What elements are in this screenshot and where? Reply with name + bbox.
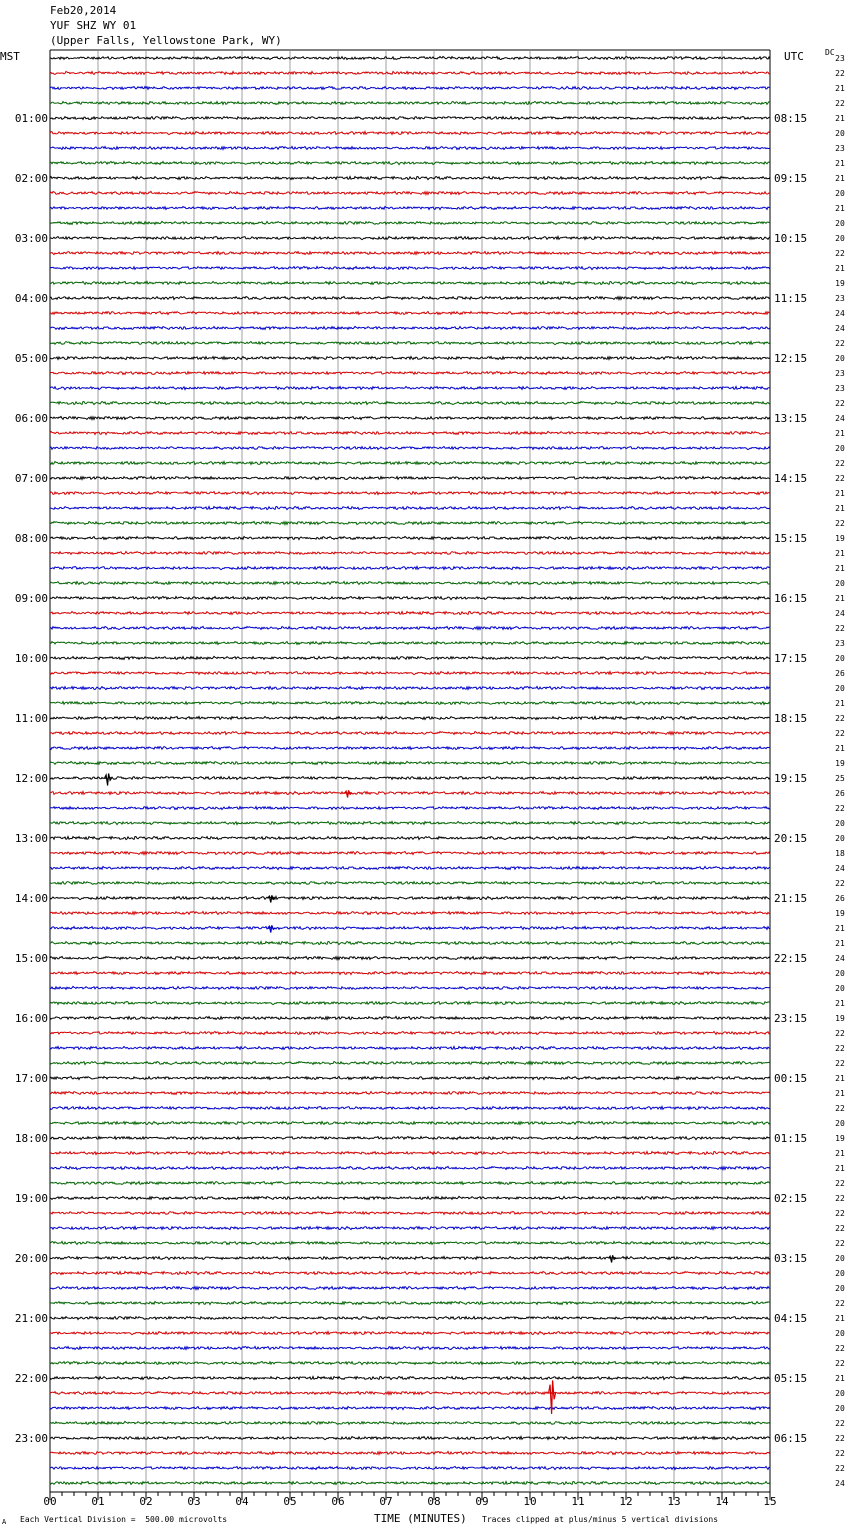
seismic-trace [50,777,770,780]
left-hour-label: 20:00 [14,1252,48,1265]
seismic-trace [50,986,770,989]
dc-offset-label: 20 [835,444,845,453]
dc-offset-label: 21 [835,84,845,93]
right-hour-label: 16:15 [774,592,808,605]
seismic-trace [50,356,770,359]
dc-offset-label: 20 [835,1404,845,1413]
x-tick-label: 03 [187,1495,201,1508]
dc-offset-label: 22 [835,474,845,483]
dc-offset-label: 26 [835,789,845,798]
right-hour-label: 15:15 [774,532,808,545]
dc-offset-label: 23 [835,294,845,303]
seismic-trace [50,1437,770,1440]
seismic-trace [50,1482,770,1485]
dc-offset-label: 22 [835,1059,845,1068]
seismic-trace [50,1002,770,1005]
seismic-trace [50,177,770,180]
left-hour-label: 03:00 [14,232,48,245]
dc-offset-label: 19 [835,909,845,918]
dc-offset-label: 20 [835,1269,845,1278]
x-tick-label: 11 [571,1495,585,1508]
right-hour-label: 10:15 [774,232,808,245]
seismic-trace [50,1077,770,1080]
dc-offset-label: 19 [835,759,845,768]
dc-offset-label: 21 [835,504,845,513]
chart-date: Feb20,2014 [50,4,117,17]
seismic-trace [50,71,770,74]
dc-offset-label: 22 [835,249,845,258]
seismic-trace [50,791,770,794]
dc-offset-label: 21 [835,1074,845,1083]
dc-offset-label: 22 [835,1419,845,1428]
dc-offset-label: 21 [835,744,845,753]
right-hour-label: 11:15 [774,292,808,305]
right-hour-label: 02:15 [774,1192,808,1205]
left-hour-label: 04:00 [14,292,48,305]
x-axis-title: TIME (MINUTES) [374,1512,467,1525]
x-tick-label: 07 [379,1495,393,1508]
seismic-trace [50,312,770,315]
seismic-trace [50,897,770,900]
seismic-trace [50,702,770,705]
right-hour-label: 08:15 [774,112,808,125]
dc-offset-label: 20 [835,219,845,228]
left-hour-label: 07:00 [14,472,48,485]
dc-offset-label: 24 [835,864,845,873]
dc-offset-label: 20 [835,1329,845,1338]
seismic-trace [50,221,770,224]
x-tick-label: 15 [763,1495,777,1508]
seismic-trace [50,717,770,720]
dc-offset-label: 20 [835,1254,845,1263]
dc-offset-label: 19 [835,1134,845,1143]
station-code: YUF SHZ WY 01 [50,19,137,32]
right-hour-label: 06:15 [774,1432,808,1445]
dc-offset-label: 21 [835,429,845,438]
dc-offset-label: 22 [835,804,845,813]
seismic-trace [50,1257,770,1260]
dc-offset-label: 20 [835,984,845,993]
seismic-trace [50,1301,770,1304]
right-hour-label: 17:15 [774,652,808,665]
left-hour-label: 12:00 [14,772,48,785]
seismic-trace [50,852,770,855]
dc-offset-label: 19 [835,1014,845,1023]
dc-offset-label: 22 [835,1464,845,1473]
dc-offset-label: 22 [835,729,845,738]
dc-offset-label: 21 [835,564,845,573]
seismic-trace [50,1121,770,1124]
dc-offset-label: 21 [835,939,845,948]
seismic-trace [50,372,770,375]
dc-offset-label: 20 [835,1119,845,1128]
seismic-trace [50,1212,770,1215]
dc-offset-label: 21 [835,999,845,1008]
dc-offset-label: 22 [835,459,845,468]
right-hour-label: 03:15 [774,1252,808,1265]
dc-offset-label: 23 [835,369,845,378]
left-hour-label: 23:00 [14,1432,48,1445]
dc-offset-label: 26 [835,669,845,678]
seismic-trace [50,267,770,270]
x-tick-label: 12 [619,1495,633,1508]
left-hour-label: 10:00 [14,652,48,665]
seismic-trace [50,597,770,600]
left-hour-label: 06:00 [14,412,48,425]
x-tick-label: 02 [139,1495,153,1508]
dc-offset-label: 20 [835,654,845,663]
x-tick-label: 13 [667,1495,681,1508]
x-tick-label: 08 [427,1495,441,1508]
dc-offset-label: 24 [835,309,845,318]
seismic-trace [50,1332,770,1335]
left-hour-label: 01:00 [14,112,48,125]
seismic-trace [50,476,770,479]
seismic-trace [50,1166,770,1169]
seismic-trace [50,1227,770,1230]
dc-offset-label: 20 [835,189,845,198]
left-hour-label: 08:00 [14,532,48,545]
left-hour-label: 21:00 [14,1312,48,1325]
dc-offset-label: 22 [835,1194,845,1203]
seismic-trace [50,447,770,450]
seismic-trace [50,1032,770,1035]
dc-offset-label: 21 [835,204,845,213]
seismic-trace [50,761,770,764]
dc-offset-label: 24 [835,609,845,618]
station-location: (Upper Falls, Yellowstone Park, WY) [50,34,282,47]
seismic-trace [50,132,770,135]
dc-offset-label: 22 [835,624,845,633]
dc-offset-label: 26 [835,894,845,903]
seismic-trace [50,1421,770,1424]
seismic-trace [50,1407,770,1410]
dc-offset-label: 21 [835,489,845,498]
dc-offset-label: 22 [835,69,845,78]
right-hour-label: 21:15 [774,892,808,905]
seismic-trace [50,581,770,584]
dc-offset-label: 21 [835,114,845,123]
seismic-trace [50,672,770,675]
dc-offset-label: 24 [835,414,845,423]
dc-offset-label: 21 [835,1314,845,1323]
seismic-trace [50,911,770,914]
x-tick-label: 06 [331,1495,345,1508]
dc-offset-label: 22 [835,1359,845,1368]
seismic-trace [50,1271,770,1274]
seismic-event [105,774,112,786]
seismic-trace [50,1061,770,1064]
seismic-trace [50,536,770,539]
dc-offset-label: 22 [835,879,845,888]
left-hour-label: 22:00 [14,1372,48,1385]
dc-offset-label: 22 [835,1029,845,1038]
seismic-trace [50,822,770,825]
dc-offset-label: 22 [835,1224,845,1233]
dc-offset-label: 20 [835,684,845,693]
left-hour-label: 09:00 [14,592,48,605]
dc-offset-label: 20 [835,1284,845,1293]
dc-offset-label: 20 [835,969,845,978]
clip-note: Traces clipped at plus/minus 5 vertical divisions [482,1515,719,1524]
x-tick-label: 01 [91,1495,105,1508]
seismic-trace [50,807,770,810]
seismic-trace [50,492,770,495]
dc-offset-label: 22 [835,1104,845,1113]
seismic-trace [50,626,770,629]
seismic-trace [50,342,770,345]
dc-offset-label: 23 [835,384,845,393]
seismic-trace [50,1152,770,1155]
right-hour-label: 12:15 [774,352,808,365]
seismic-trace [50,1317,770,1320]
dc-offset-label: 22 [835,1449,845,1458]
seismic-event [268,895,275,902]
label-group [15,54,845,1508]
seismic-trace [50,237,770,240]
dc-offset-label: 21 [835,264,845,273]
seismic-trace [50,462,770,465]
left-hour-label: 11:00 [14,712,48,725]
dc-offset-label: 22 [835,399,845,408]
right-hour-label: 00:15 [774,1072,808,1085]
dc-offset-label: 21 [835,549,845,558]
seismic-trace [50,1091,770,1094]
seismic-trace [50,731,770,734]
dc-offset-label: 24 [835,324,845,333]
dc-offset-label: 23 [835,639,845,648]
scale-note: Each Vertical Division = 500.00 microvolts [20,1515,228,1524]
dc-offset-label: 22 [835,339,845,348]
seismic-trace [50,972,770,975]
seismic-trace [50,251,770,254]
right-timezone-label: UTC [784,50,804,63]
dc-offset-label: 24 [835,954,845,963]
left-hour-label: 18:00 [14,1132,48,1145]
dc-offset-label: 24 [835,1479,845,1488]
corner-mark: A [2,1518,7,1526]
dc-offset-label: 23 [835,144,845,153]
seismic-trace [50,191,770,194]
seismic-trace [50,866,770,869]
trace-group [50,57,770,1485]
seismic-event [345,790,352,797]
x-tick-label: 05 [283,1495,297,1508]
seismic-trace [50,1377,770,1380]
dc-offset-label: 22 [835,1344,845,1353]
right-hour-label: 05:15 [774,1372,808,1385]
dc-offset-label: 20 [835,234,845,243]
dc-offset-label: 25 [835,774,845,783]
dc-offset-label: 21 [835,1089,845,1098]
seismic-trace [50,747,770,750]
seismic-trace [50,282,770,285]
right-hour-label: 04:15 [774,1312,808,1325]
dc-offset-label: 21 [835,1374,845,1383]
seismic-trace [50,882,770,885]
seismic-trace [50,552,770,555]
seismic-trace [50,1362,770,1365]
seismic-trace [50,117,770,120]
dc-offset-label: 22 [835,519,845,528]
right-hour-label: 22:15 [774,952,808,965]
dc-offset-label: 20 [835,819,845,828]
seismic-trace [50,1241,770,1244]
right-hour-label: 14:15 [774,472,808,485]
seismic-trace [50,927,770,930]
x-tick-label: 00 [43,1495,57,1508]
seismic-trace [50,506,770,509]
left-hour-label: 02:00 [14,172,48,185]
seismic-trace [50,387,770,390]
dc-offset-label: 21 [835,1164,845,1173]
seismic-trace [50,1346,770,1349]
seismic-trace [50,417,770,420]
right-hour-label: 09:15 [774,172,808,185]
dc-offset-label: 22 [835,99,845,108]
dc-offset-label: 21 [835,1149,845,1158]
seismic-trace [50,57,770,60]
seismic-trace [50,656,770,659]
left-hour-label: 14:00 [14,892,48,905]
seismic-trace [50,431,770,434]
dc-offset-label: 19 [835,534,845,543]
dc-offset-label: 21 [835,924,845,933]
dc-offset-label: 20 [835,354,845,363]
seismic-event [609,1255,616,1262]
x-tick-label: 04 [235,1495,249,1508]
seismic-trace [50,1451,770,1454]
dc-offset-label: 22 [835,1209,845,1218]
seismic-trace [50,612,770,615]
seismic-trace [50,686,770,689]
right-hour-label: 19:15 [774,772,808,785]
right-hour-label: 23:15 [774,1012,808,1025]
seismic-event [268,925,275,932]
seismic-trace [50,1107,770,1110]
seismic-trace [50,162,770,165]
seismic-trace [50,102,770,105]
dc-offset-label: 20 [835,1389,845,1398]
x-tick-label: 09 [475,1495,489,1508]
dc-offset-label: 23 [835,54,845,63]
seismic-trace [50,296,770,299]
seismic-trace [50,1196,770,1199]
dc-offset-label: 20 [835,129,845,138]
dc-offset-label: 20 [835,834,845,843]
dc-column-header: DC [825,48,835,57]
dc-offset-label: 22 [835,1044,845,1053]
x-tick-label: 14 [715,1495,729,1508]
seismic-trace [50,567,770,570]
seismic-trace [50,956,770,959]
seismic-trace [50,836,770,839]
dc-offset-label: 22 [835,1434,845,1443]
dc-offset-label: 19 [835,279,845,288]
seismic-trace [50,401,770,404]
seismic-trace [50,522,770,525]
seismic-trace [50,1287,770,1290]
right-hour-label: 01:15 [774,1132,808,1145]
x-tick-label: 10 [523,1495,537,1508]
dc-offset-label: 21 [835,699,845,708]
dc-offset-label: 21 [835,159,845,168]
dc-offset-label: 22 [835,1299,845,1308]
dc-offset-label: 20 [835,579,845,588]
seismic-trace [50,207,770,210]
dc-offset-label: 22 [835,714,845,723]
dc-offset-label: 22 [835,1179,845,1188]
seismic-trace [50,942,770,945]
seismic-trace [50,1467,770,1470]
seismic-trace [50,326,770,329]
left-hour-label: 13:00 [14,832,48,845]
dc-offset-label: 18 [835,849,845,858]
dc-offset-label: 22 [835,1239,845,1248]
seismic-trace [50,87,770,90]
seismic-trace [50,1016,770,1019]
seismic-trace [50,1391,770,1394]
seismic-trace [50,642,770,645]
left-timezone-label: MST [0,50,20,63]
seismic-trace [50,1137,770,1140]
dc-offset-label: 21 [835,174,845,183]
left-hour-label: 19:00 [14,1192,48,1205]
right-hour-label: 20:15 [774,832,808,845]
seismic-trace [50,1047,770,1050]
right-hour-label: 13:15 [774,412,808,425]
left-hour-label: 16:00 [14,1012,48,1025]
right-hour-label: 18:15 [774,712,808,725]
seismic-trace [50,146,770,149]
left-hour-label: 15:00 [14,952,48,965]
seismic-trace [50,1182,770,1185]
left-hour-label: 05:00 [14,352,48,365]
dc-offset-label: 21 [835,594,845,603]
left-hour-label: 17:00 [14,1072,48,1085]
